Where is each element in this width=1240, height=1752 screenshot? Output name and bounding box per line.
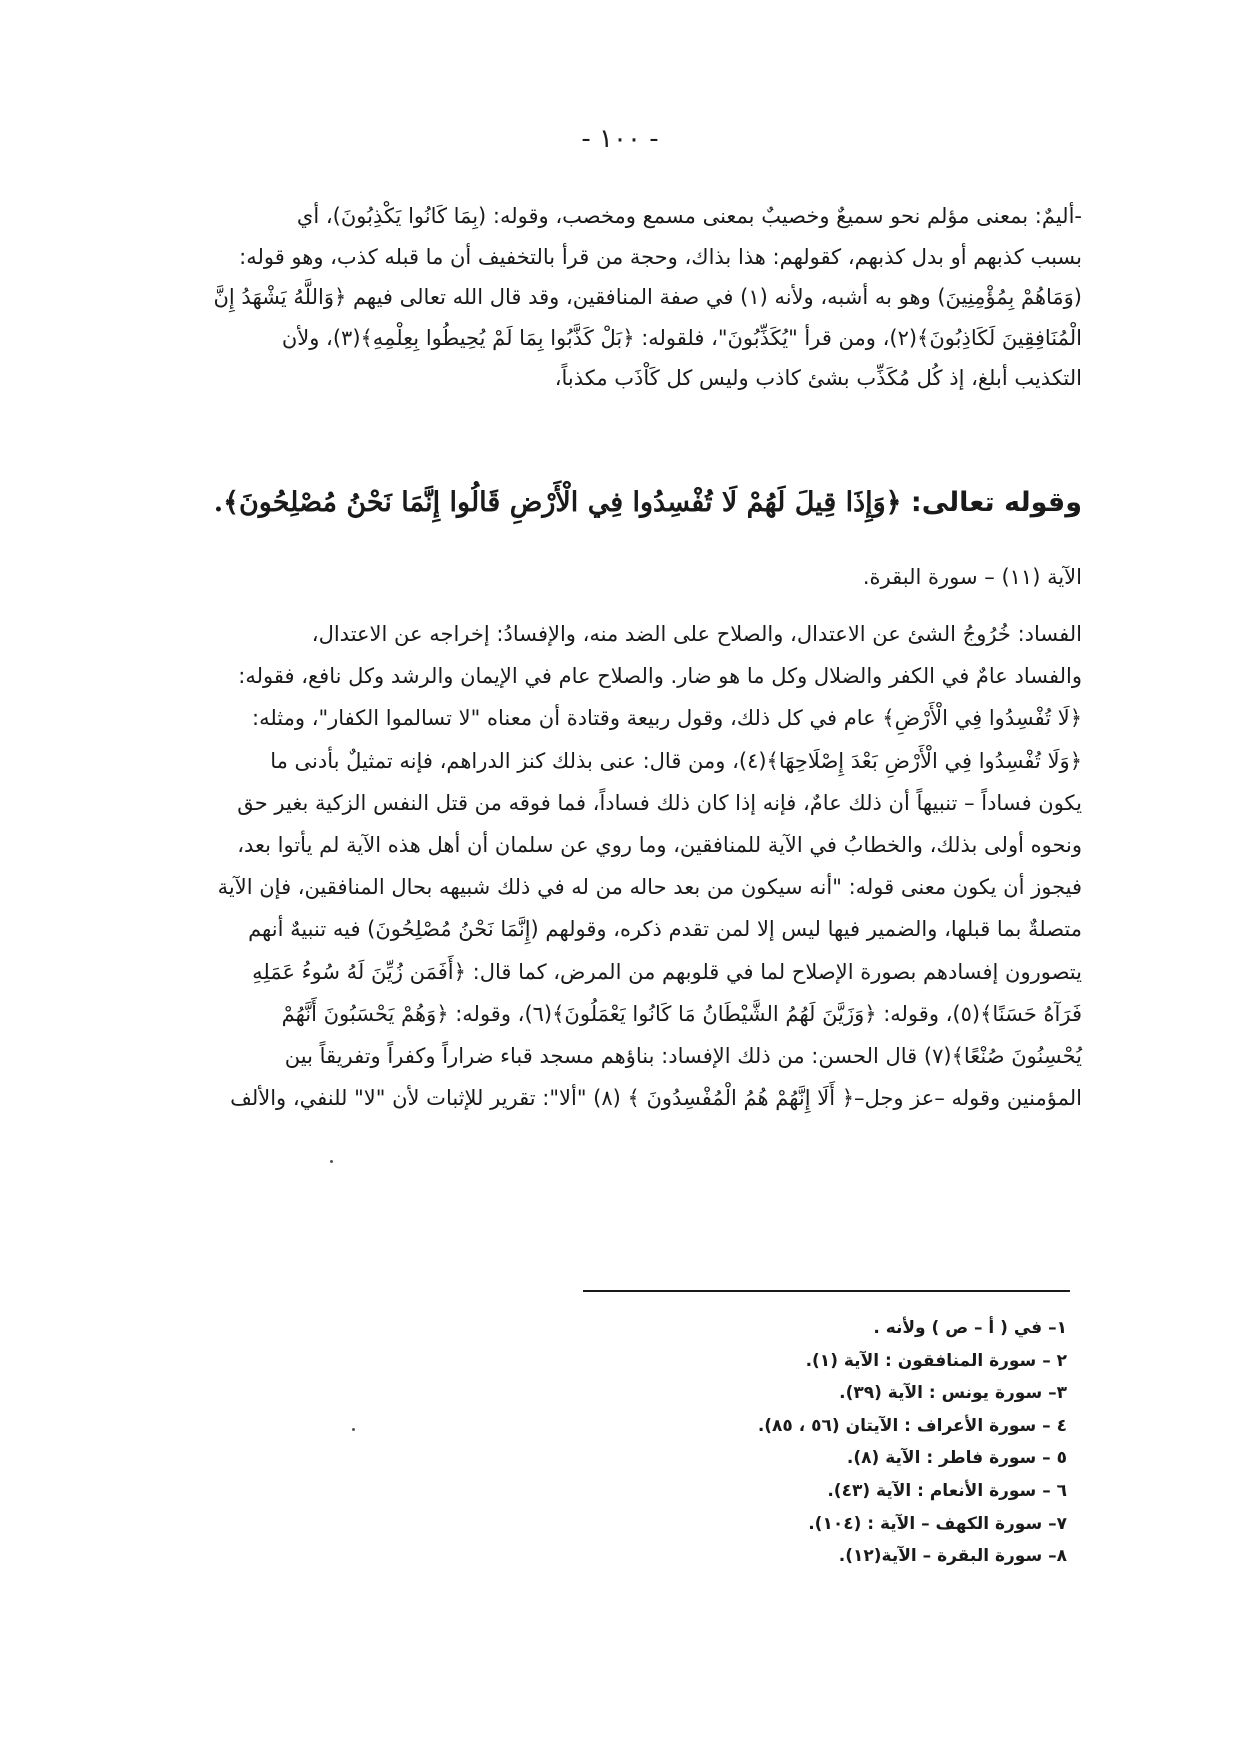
text-line: والفساد عامٌ في الكفر والضلال وكل ما هو ضار. والصلاح عام في الإيمان والرشد وكل نافع، فقوله:: [238, 664, 1082, 689]
footnote-item: ٧– سورة الكهف – الآية : (١٠٤).: [808, 1513, 1067, 1534]
text-line: التكذيب أبلغ، إذ كُل مُكَذِّب بشئ كاذب وليس كل كَاْذَب مكذباً،: [554, 366, 1082, 390]
paragraph-2: [170, 613, 1082, 1119]
text-line: -أليمٌ: بمعنى مؤلم نحو سميعٌ وخصيبٌ بمعنى مسمع ومخصب، وقوله: (بِمَا كَانُوا يَكْذِبُونَ)، أي: [296, 204, 1082, 228]
footnote-item: ١– في ( أ – ص ) ولأنه .: [873, 1318, 1067, 1338]
scan-speck: [352, 1428, 355, 1431]
text-line: يتصورون إفسادهم بصورة الإصلاح لما في قلوبهم من المرض، كما قال: ﴿أَفَمَن زُيِّنَ لَهُ سُوءُ عَمَلِهِ: [252, 959, 1082, 984]
paragraph-1: [170, 196, 1082, 399]
footnote-item: ٤ – سورة الأعراف : الآيتان (٥٦ ، ٨٥).: [757, 1415, 1067, 1436]
footnote-divider: [583, 1290, 1070, 1292]
text-line: (وَمَاهُمْ بِمُؤْمِنِينَ) وهو به أشبه، ولأنه (١) في صفة المنافقين، وقد قال الله تعالى فيهم ﴿وَاللَّهُ يَشْهَدُ إِنَّ: [213, 285, 1082, 309]
text-line: ﴿لَا تُفْسِدُوا فِي الْأَرْضِ﴾ عام في كل ذلك، وقول ربيعة وقتادة أن معناه "لا تسالموا الكفار"، ومثله:: [252, 706, 1082, 731]
scan-speck: [330, 1160, 333, 1163]
text-line: الْمُنَافِقِينَ لَكَاذِبُونَ﴾(٢)، ومن قرأ "يُكَذِّبُونَ"، فلقوله: ﴿بَلْ كَذَّبُوا بِمَا لَمْ يُحِيطُوا بِعِلْمِهِ﴾(٣)، ولأن: [281, 325, 1082, 350]
footnotes-list: [583, 1312, 1067, 1573]
text-line: المؤمنين وقوله –عز وجل–﴿ أَلَا إِنَّهُمْ هُمُ الْمُفْسِدُونَ ﴾ (٨) "ألا": تقرير للإثبات لأن "لا" للنفي، والألف: [230, 1086, 1082, 1111]
heading-lead: وقوله تعالى:: [910, 487, 1082, 518]
text-line: فَرَآهُ حَسَنًا﴾(٥)، وقوله: ﴿وَزَيَّنَ لَهُمُ الشَّيْطَانُ مَا كَانُوا يَعْمَلُونَ﴾(٦)، وقوله: ﴿وَهُمْ يَحْسَبُونَ أَنَّهُمْ: [281, 1001, 1082, 1026]
text-line: يكون فساداً – تنبيهاً أن ذلك عامٌ، فإنه إذا كان ذلك فساداً، فما فوقه من قتل النفس الزكية بغير حق: [237, 790, 1082, 815]
heading-verse: ﴿وَإِذَا قِيلَ لَهُمْ لَا تُفْسِدُوا فِي الْأَرْضِ قَالُوا إِنَّمَا نَحْنُ مُصْلِحُونَ﴾.: [213, 487, 902, 518]
verse-reference: الآية (١١) – سورة البقرة.: [862, 565, 1082, 589]
footnote-item: ٥ – سورة فاطر : الآية (٨).: [846, 1448, 1067, 1469]
page-number: - ١٠٠ -: [581, 124, 659, 154]
footnote-item: ٢ – سورة المنافقون : الآية (١).: [805, 1350, 1067, 1371]
text-line: يُحْسِنُونَ صُنْعًا﴾(٧) قال الحسن: من ذلك الإفساد: بناؤهم مسجد قباء ضراراً وكفراً وتفريقاً بين: [284, 1044, 1082, 1069]
footnote-item: ٣– سورة يونس : الآية (٣٩).: [839, 1383, 1067, 1404]
footnote-item: ٨– سورة البقرة – الآية(١٢).: [838, 1546, 1067, 1567]
text-line: بسبب كذبهم أو بدل كذبهم، كقولهم: هذا بذاك، وحجة من قرأ بالتخفيف أن ما قبله كذب، وهو قوله:: [239, 244, 1082, 269]
text-line: فيجوز أن يكون معنى قوله: "أنه سيكون من بعد حاله من له في ذلك شبيهه بحال المنافقين، فإن الآية: [217, 875, 1082, 900]
text-line: ﴿وَلَا تُفْسِدُوا فِي الْأَرْضِ بَعْدَ إِصْلَاحِهَا﴾(٤)، ومن قال: عنى بذلك كنز الدراهم، فإنه تمثيلٌ بأدنى ما: [270, 748, 1082, 773]
text-line: متصلةٌ بما قبلها، والضمير فيها ليس إلا لمن تقدم ذكره، وقولهم (إِنَّمَا نَحْنُ مُصْلِحُونَ) فيه تنبيهٌ أنهم: [248, 917, 1082, 942]
section-heading: [170, 480, 1082, 526]
text-line: ونحوه أولى بذلك، والخطابُ في الآية للمنافقين، وما روي عن سلمان أن أهل هذه الآية لم يأتوا بعد،: [237, 833, 1082, 858]
text-line: الفساد: خُرُوجُ الشئ عن الاعتدال، والصلاح على الضد منه، والإفسادُ: إخراجه عن الاعتدال،: [311, 622, 1082, 646]
footnote-item: ٦ – سورة الأنعام : الآية (٤٣).: [827, 1480, 1067, 1501]
